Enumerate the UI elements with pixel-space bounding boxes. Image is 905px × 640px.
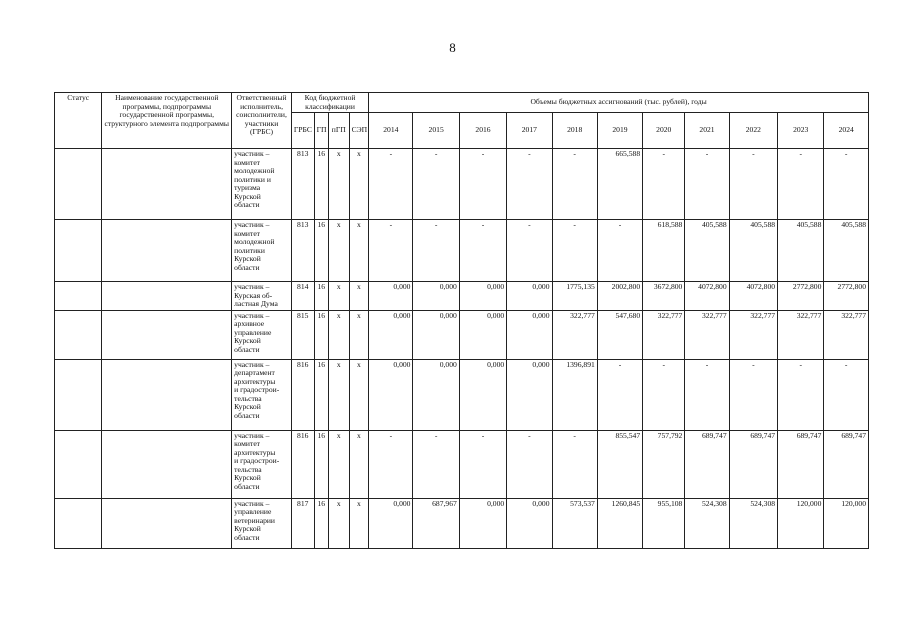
value-cell: - xyxy=(552,149,597,220)
value-cell: - xyxy=(413,220,459,282)
sep-cell: x xyxy=(349,430,369,498)
value-cell: 120,000 xyxy=(778,498,824,548)
volume-group-header: Объемы бюджетных ассигнований (тыс. рублей), годы xyxy=(369,93,869,113)
value-cell: 0,000 xyxy=(413,310,459,359)
code-col-header: СЭП xyxy=(349,113,369,149)
value-cell: - xyxy=(369,220,413,282)
sep-cell: x xyxy=(349,282,369,311)
value-cell: - xyxy=(507,220,552,282)
sep-cell: x xyxy=(349,310,369,359)
value-cell: 322,777 xyxy=(643,310,685,359)
value-cell: - xyxy=(459,149,506,220)
sep-cell: x xyxy=(349,359,369,430)
table-row xyxy=(55,430,869,498)
value-cell: 1260,845 xyxy=(597,498,642,548)
year-header: 2017 xyxy=(507,113,552,149)
year-header: 2015 xyxy=(413,113,459,149)
value-cell: - xyxy=(685,359,729,430)
value-cell: 0,000 xyxy=(413,359,459,430)
name-header: Наименование государственной программы, подпрограммы государственной программы, структурного элемента подпрограммы xyxy=(102,93,232,149)
value-cell: 0,000 xyxy=(369,310,413,359)
year-header: 2018 xyxy=(552,113,597,149)
table-row xyxy=(55,310,869,359)
responsible-header: Ответственный исполнитель, соисполнители, участники (ГРБС) xyxy=(232,93,292,149)
value-cell: 547,680 xyxy=(597,310,642,359)
name-cell xyxy=(102,498,232,548)
value-cell: 0,000 xyxy=(459,498,506,548)
value-cell: - xyxy=(413,430,459,498)
value-cell: - xyxy=(778,149,824,220)
executor-cell: участник – управление ветеринарии Курской области xyxy=(232,498,292,548)
value-cell: 322,777 xyxy=(729,310,777,359)
table-row xyxy=(55,498,869,548)
table-row xyxy=(55,359,869,430)
value-cell: - xyxy=(685,149,729,220)
value-cell: 665,588 xyxy=(597,149,642,220)
value-cell: 524,308 xyxy=(685,498,729,548)
sep-cell: x xyxy=(349,498,369,548)
value-cell: - xyxy=(369,149,413,220)
value-cell: - xyxy=(552,430,597,498)
value-cell: 757,792 xyxy=(643,430,685,498)
value-cell: 322,777 xyxy=(824,310,869,359)
value-cell: 2002,800 xyxy=(597,282,642,311)
value-cell: 4072,800 xyxy=(685,282,729,311)
value-cell: 0,000 xyxy=(459,359,506,430)
gp-cell: 16 xyxy=(314,310,328,359)
value-cell: - xyxy=(507,430,552,498)
value-cell: 618,588 xyxy=(643,220,685,282)
executor-cell: участник – комитет молодежной политики Курской области xyxy=(232,220,292,282)
value-cell: 689,747 xyxy=(824,430,869,498)
table-header xyxy=(55,93,869,149)
pgp-cell: x xyxy=(328,282,349,311)
value-cell: - xyxy=(413,149,459,220)
gp-cell: 16 xyxy=(314,359,328,430)
grbs-cell: 816 xyxy=(291,430,314,498)
value-cell: 687,967 xyxy=(413,498,459,548)
status-cell xyxy=(55,310,102,359)
value-cell: - xyxy=(369,430,413,498)
year-header: 2016 xyxy=(459,113,506,149)
value-cell: 0,000 xyxy=(507,282,552,311)
value-cell: - xyxy=(507,149,552,220)
value-cell: 689,747 xyxy=(685,430,729,498)
value-cell: 955,108 xyxy=(643,498,685,548)
value-cell: 0,000 xyxy=(507,498,552,548)
grbs-cell: 813 xyxy=(291,149,314,220)
pgp-cell: x xyxy=(328,498,349,548)
code-col-header: ГП xyxy=(314,113,328,149)
value-cell: 573,537 xyxy=(552,498,597,548)
value-cell: - xyxy=(643,149,685,220)
value-cell: 855,547 xyxy=(597,430,642,498)
status-cell xyxy=(55,430,102,498)
value-cell: - xyxy=(552,220,597,282)
value-cell: - xyxy=(597,359,642,430)
pgp-cell: x xyxy=(328,149,349,220)
table-row xyxy=(55,220,869,282)
value-cell: - xyxy=(459,430,506,498)
year-header: 2019 xyxy=(597,113,642,149)
value-cell: 322,777 xyxy=(685,310,729,359)
status-header: Статус xyxy=(55,93,102,149)
value-cell: - xyxy=(824,149,869,220)
gp-cell: 16 xyxy=(314,149,328,220)
year-header: 2023 xyxy=(778,113,824,149)
value-cell: 2772,800 xyxy=(778,282,824,311)
executor-cell: участник – архивное управление Курской области xyxy=(232,310,292,359)
value-cell: 0,000 xyxy=(507,310,552,359)
status-cell xyxy=(55,359,102,430)
executor-cell: участник – департамент архитектуры и градострои- тельства Курской области xyxy=(232,359,292,430)
name-cell xyxy=(102,220,232,282)
name-cell xyxy=(102,359,232,430)
value-cell: 120,000 xyxy=(824,498,869,548)
pgp-cell: x xyxy=(328,430,349,498)
sep-cell: x xyxy=(349,149,369,220)
status-cell xyxy=(55,498,102,548)
value-cell: 524,308 xyxy=(729,498,777,548)
grbs-cell: 813 xyxy=(291,220,314,282)
code-group-header: Код бюджетной классификации xyxy=(291,93,368,113)
gp-cell: 16 xyxy=(314,220,328,282)
code-col-header: пГП xyxy=(328,113,349,149)
value-cell: 3672,800 xyxy=(643,282,685,311)
value-cell: - xyxy=(643,359,685,430)
status-cell xyxy=(55,149,102,220)
name-cell xyxy=(102,282,232,311)
value-cell: 4072,800 xyxy=(729,282,777,311)
value-cell: 322,777 xyxy=(778,310,824,359)
gp-cell: 16 xyxy=(314,430,328,498)
value-cell: - xyxy=(729,149,777,220)
year-header: 2014 xyxy=(369,113,413,149)
value-cell: - xyxy=(597,220,642,282)
table-row xyxy=(55,282,869,311)
grbs-cell: 816 xyxy=(291,359,314,430)
year-header: 2024 xyxy=(824,113,869,149)
value-cell: 2772,800 xyxy=(824,282,869,311)
executor-cell: участник – Курская об- ластная Дума xyxy=(232,282,292,311)
value-cell: 405,588 xyxy=(729,220,777,282)
value-cell: - xyxy=(778,359,824,430)
grbs-cell: 817 xyxy=(291,498,314,548)
value-cell: 405,588 xyxy=(824,220,869,282)
name-cell xyxy=(102,149,232,220)
grbs-cell: 815 xyxy=(291,310,314,359)
pgp-cell: x xyxy=(328,310,349,359)
value-cell: 0,000 xyxy=(369,498,413,548)
value-cell: 405,588 xyxy=(685,220,729,282)
value-cell: - xyxy=(459,220,506,282)
table-row xyxy=(55,149,869,220)
budget-table xyxy=(54,92,869,549)
status-cell xyxy=(55,220,102,282)
year-header: 2021 xyxy=(685,113,729,149)
value-cell: 1775,135 xyxy=(552,282,597,311)
value-cell: 0,000 xyxy=(459,310,506,359)
gp-cell: 16 xyxy=(314,498,328,548)
year-header: 2020 xyxy=(643,113,685,149)
pgp-cell: x xyxy=(328,220,349,282)
value-cell: 0,000 xyxy=(413,282,459,311)
value-cell: 0,000 xyxy=(369,359,413,430)
value-cell: 1396,891 xyxy=(552,359,597,430)
value-cell: 689,747 xyxy=(729,430,777,498)
executor-cell: участник – комитет архитектуры и градострои- тельства Курской области xyxy=(232,430,292,498)
gp-cell: 16 xyxy=(314,282,328,311)
value-cell: 689,747 xyxy=(778,430,824,498)
page-number: 8 xyxy=(449,40,456,55)
value-cell: - xyxy=(824,359,869,430)
name-cell xyxy=(102,310,232,359)
value-cell: 405,588 xyxy=(778,220,824,282)
pgp-cell: x xyxy=(328,359,349,430)
name-cell xyxy=(102,430,232,498)
value-cell: - xyxy=(729,359,777,430)
year-header: 2022 xyxy=(729,113,777,149)
sep-cell: x xyxy=(349,220,369,282)
code-col-header: ГРБС xyxy=(291,113,314,149)
grbs-cell: 814 xyxy=(291,282,314,311)
value-cell: 0,000 xyxy=(369,282,413,311)
executor-cell: участник – комитет молодежной политики и туризма Курской области xyxy=(232,149,292,220)
value-cell: 0,000 xyxy=(459,282,506,311)
table-body xyxy=(55,149,869,549)
value-cell: 322,777 xyxy=(552,310,597,359)
value-cell: 0,000 xyxy=(507,359,552,430)
status-cell xyxy=(55,282,102,311)
